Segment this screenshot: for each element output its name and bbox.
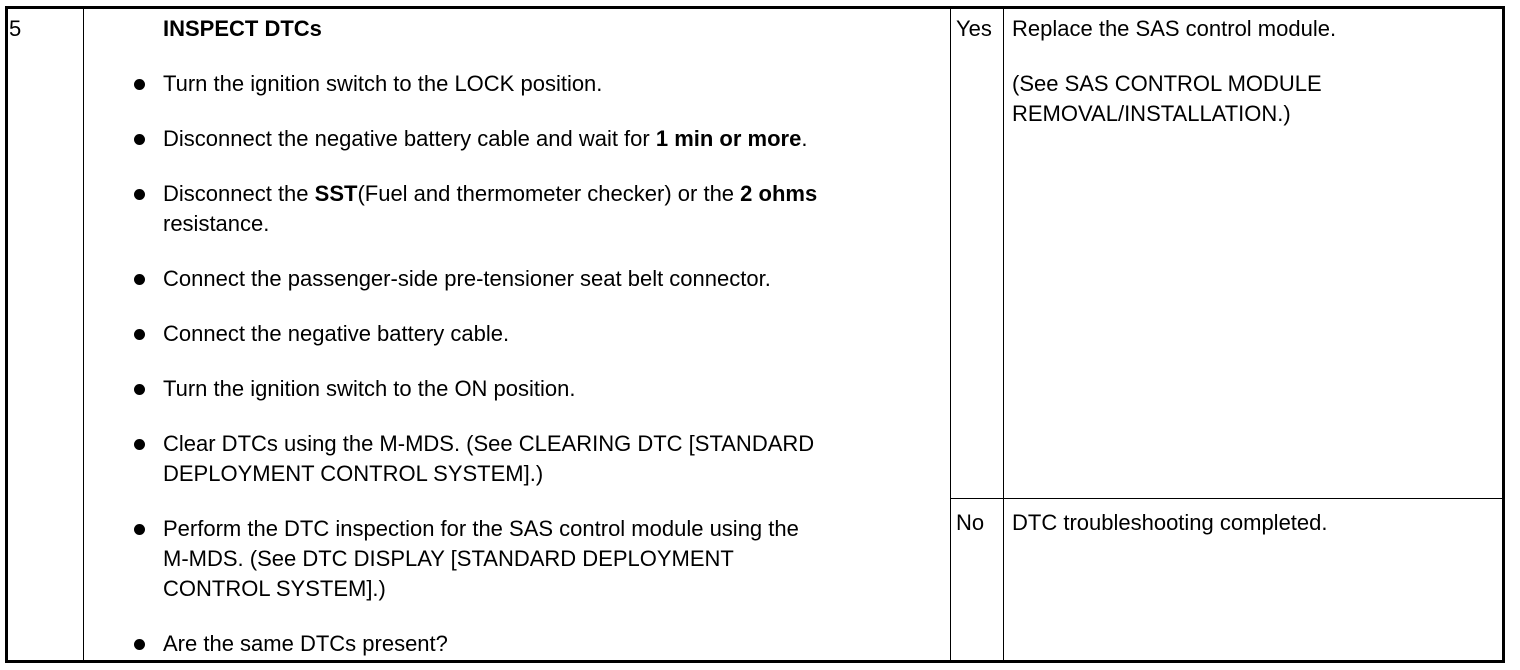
bullet-text: Disconnect the negative battery cable and wait for 1 min or more. <box>163 126 808 151</box>
bullet-icon <box>134 524 145 535</box>
bullet-icon <box>134 79 145 90</box>
bullet-icon <box>134 134 145 145</box>
bullet-text: Are the same DTCs present? <box>163 631 448 656</box>
bullet-text-continuation: DEPLOYMENT CONTROL SYSTEM].) <box>163 461 544 486</box>
yes-action: Replace the SAS control module. <box>1012 16 1337 41</box>
no-action: DTC troubleshooting completed. <box>1012 510 1328 535</box>
bullet-icon <box>134 189 145 200</box>
bullet-text: Perform the DTC inspection for the SAS control module using the <box>163 516 799 541</box>
bullet-icon <box>134 639 145 650</box>
bullet-text: Connect the passenger-side pre-tensioner seat belt connector. <box>163 266 771 291</box>
bullet-text-continuation: M-MDS. (See DTC DISPLAY [STANDARD DEPLOYMENT <box>163 546 734 571</box>
column-divider <box>1003 9 1004 660</box>
bullet-icon <box>134 439 145 450</box>
bullet-icon <box>134 384 145 395</box>
column-divider <box>83 9 84 660</box>
step-title: INSPECT DTCs <box>163 16 322 41</box>
no-label: No <box>956 510 985 535</box>
bullet-text: Connect the negative battery cable. <box>163 321 510 346</box>
column-divider <box>950 9 951 660</box>
yes-reference-link[interactable]: (See SAS CONTROL MODULE <box>1012 71 1322 96</box>
bullet-icon <box>134 329 145 340</box>
yes-label: Yes <box>956 16 992 41</box>
step-number: 5 <box>9 16 22 41</box>
bullet-text-continuation: CONTROL SYSTEM].) <box>163 576 386 601</box>
yes-reference-link-continuation[interactable]: REMOVAL/INSTALLATION.) <box>1012 101 1291 126</box>
bullet-text: Clear DTCs using the M-MDS. (See CLEARING DTC [STANDARD <box>163 431 815 456</box>
bullet-text: Turn the ignition switch to the LOCK position. <box>163 71 603 96</box>
row-divider <box>950 498 1502 499</box>
bullet-text: Turn the ignition switch to the ON position. <box>163 376 576 401</box>
bullet-icon <box>134 274 145 285</box>
bullet-text: Disconnect the SST(Fuel and thermometer checker) or the 2 ohms <box>163 181 818 206</box>
bullet-text-continuation: resistance. <box>163 211 270 236</box>
